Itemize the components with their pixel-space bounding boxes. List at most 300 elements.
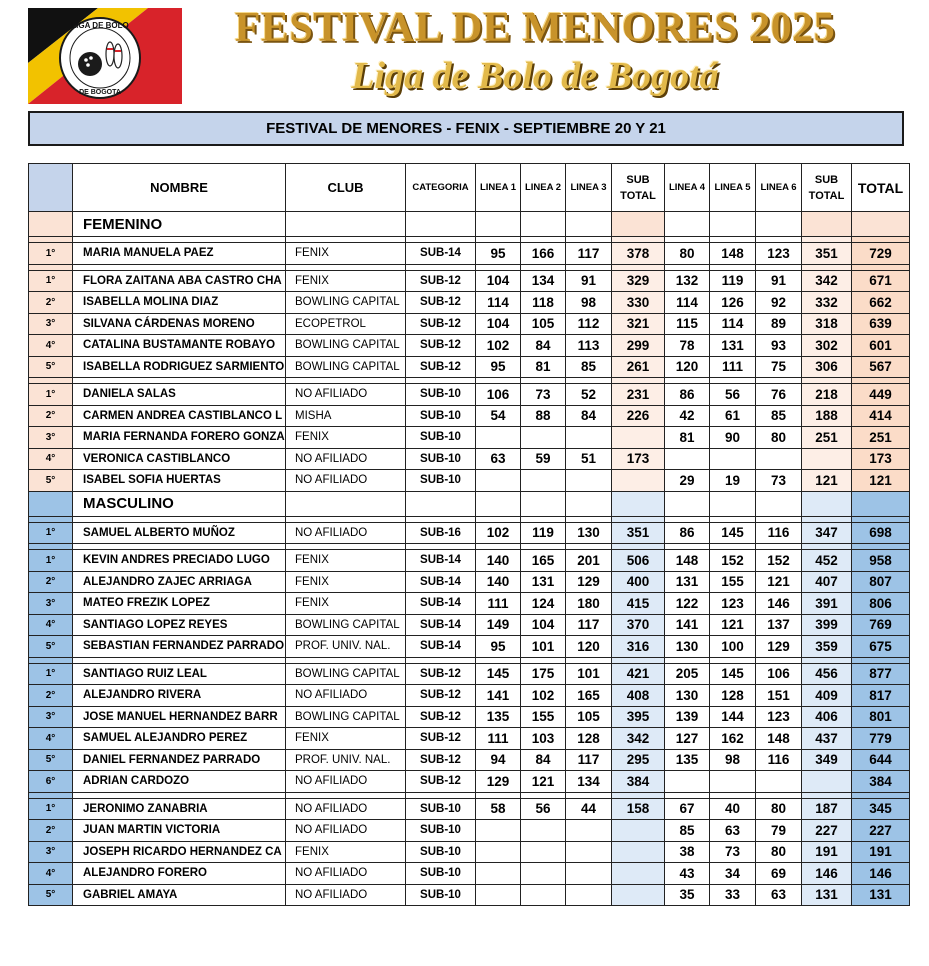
club: FENIX	[286, 550, 406, 572]
total-score: 449	[852, 384, 910, 406]
subtotal-2: 406	[802, 706, 852, 728]
line-1-score: 102	[476, 335, 521, 357]
line-5-score: 148	[710, 243, 756, 265]
line-3-score: 129	[566, 571, 612, 593]
line-5-score: 119	[710, 270, 756, 292]
position: 2°	[29, 685, 73, 707]
category: SUB-10	[406, 884, 476, 906]
position: 2°	[29, 820, 73, 842]
line-6-score: 116	[756, 749, 802, 771]
position: 1°	[29, 550, 73, 572]
total-score: 801	[852, 706, 910, 728]
player-name: SANTIAGO LOPEZ REYES	[73, 614, 286, 636]
table-row	[29, 470, 910, 492]
header-pos	[29, 164, 73, 212]
subtotal-2: 121	[802, 470, 852, 492]
line-5-score: 40	[710, 798, 756, 820]
position: 2°	[29, 571, 73, 593]
line-2-score	[521, 820, 566, 842]
subtotal-1: 329	[612, 270, 665, 292]
subtotal-2: 347	[802, 522, 852, 544]
subtotal-1: 295	[612, 749, 665, 771]
line-5-score: 61	[710, 405, 756, 427]
subtotal-1	[612, 863, 665, 885]
subtotal-2	[802, 771, 852, 793]
line-1-score: 140	[476, 550, 521, 572]
header-line-2: LINEA 2	[521, 164, 566, 212]
player-name: JOSE MANUEL HERNANDEZ BARR	[73, 706, 286, 728]
line-5-score: 111	[710, 356, 756, 378]
position: 5°	[29, 636, 73, 658]
position: 2°	[29, 405, 73, 427]
line-5-score	[710, 448, 756, 470]
line-5-score: 33	[710, 884, 756, 906]
line-5-score: 155	[710, 571, 756, 593]
line-3-score: 117	[566, 614, 612, 636]
line-1-score: 95	[476, 243, 521, 265]
line-4-score: 38	[665, 841, 710, 863]
line-1-score	[476, 884, 521, 906]
club: BOWLING CAPITAL	[286, 335, 406, 357]
line-2-score: 104	[521, 614, 566, 636]
line-4-score: 86	[665, 384, 710, 406]
line-1-score: 58	[476, 798, 521, 820]
position: 4°	[29, 335, 73, 357]
line-1-score: 104	[476, 313, 521, 335]
club: NO AFILIADO	[286, 448, 406, 470]
line-3-score: 130	[566, 522, 612, 544]
line-3-score	[566, 884, 612, 906]
subtotal-1: 158	[612, 798, 665, 820]
category: SUB-14	[406, 550, 476, 572]
line-6-score: 129	[756, 636, 802, 658]
category: SUB-10	[406, 820, 476, 842]
club: FENIX	[286, 571, 406, 593]
subtotal-1: 421	[612, 663, 665, 685]
line-4-score: 29	[665, 470, 710, 492]
header-line-6: LINEA 6	[756, 164, 802, 212]
line-6-score: 137	[756, 614, 802, 636]
club: MISHA	[286, 405, 406, 427]
line-6-score: 148	[756, 728, 802, 750]
position: 3°	[29, 706, 73, 728]
header-club: CLUB	[286, 164, 406, 212]
total-score: 807	[852, 571, 910, 593]
line-2-score: 81	[521, 356, 566, 378]
line-5-score: 144	[710, 706, 756, 728]
line-4-score: 115	[665, 313, 710, 335]
line-3-score	[566, 820, 612, 842]
category: SUB-14	[406, 593, 476, 615]
line-6-score	[756, 771, 802, 793]
subtotal-1	[612, 470, 665, 492]
subtotal-2: 351	[802, 243, 852, 265]
total-score: 817	[852, 685, 910, 707]
line-1-score: 114	[476, 292, 521, 314]
line-2-score: 166	[521, 243, 566, 265]
subtotal-1: 299	[612, 335, 665, 357]
table-row	[29, 884, 910, 906]
line-4-score: 205	[665, 663, 710, 685]
line-2-score: 56	[521, 798, 566, 820]
position: 5°	[29, 470, 73, 492]
total-score: 251	[852, 427, 910, 449]
subtotal-2: 191	[802, 841, 852, 863]
subtotal-2: 456	[802, 663, 852, 685]
line-1-score: 106	[476, 384, 521, 406]
category: SUB-12	[406, 313, 476, 335]
category: SUB-14	[406, 571, 476, 593]
category: SUB-10	[406, 798, 476, 820]
line-2-score	[521, 863, 566, 885]
line-5-score	[710, 771, 756, 793]
section-cell	[406, 212, 476, 237]
table-row	[29, 571, 910, 593]
logo-text-top: LIGA DE BOLO	[71, 21, 129, 30]
line-6-score: 146	[756, 593, 802, 615]
line-3-score: 165	[566, 685, 612, 707]
category: SUB-12	[406, 270, 476, 292]
section-row-mas	[29, 491, 910, 516]
section-cell	[802, 212, 852, 237]
category: SUB-16	[406, 522, 476, 544]
league-logo	[28, 8, 182, 104]
total-score: 729	[852, 243, 910, 265]
player-name: DANIEL FERNANDEZ PARRADO	[73, 749, 286, 771]
line-5-score: 98	[710, 749, 756, 771]
player-name: SEBASTIAN FERNANDEZ PARRADO	[73, 636, 286, 658]
total-score: 644	[852, 749, 910, 771]
table-row	[29, 405, 910, 427]
subtotal-1: 395	[612, 706, 665, 728]
total-score: 639	[852, 313, 910, 335]
line-4-score: 80	[665, 243, 710, 265]
line-3-score: 117	[566, 749, 612, 771]
table-row	[29, 384, 910, 406]
line-2-score: 105	[521, 313, 566, 335]
page-subtitle: Liga de Bolo de Bogotá	[351, 55, 719, 97]
line-2-score: 88	[521, 405, 566, 427]
line-6-score: 151	[756, 685, 802, 707]
category: SUB-10	[406, 384, 476, 406]
line-1-score	[476, 841, 521, 863]
table-row	[29, 243, 910, 265]
header-total: TOTAL	[852, 164, 910, 212]
subtotal-1: 226	[612, 405, 665, 427]
table-row	[29, 614, 910, 636]
club: BOWLING CAPITAL	[286, 292, 406, 314]
section-cell	[521, 212, 566, 237]
position: 4°	[29, 728, 73, 750]
total-score: 121	[852, 470, 910, 492]
subtotal-1: 506	[612, 550, 665, 572]
line-4-score: 148	[665, 550, 710, 572]
line-4-score: 122	[665, 593, 710, 615]
player-name: ISABELLA MOLINA DIAZ	[73, 292, 286, 314]
header-line-4: LINEA 4	[665, 164, 710, 212]
total-score: 191	[852, 841, 910, 863]
line-2-score: 84	[521, 749, 566, 771]
line-5-score: 145	[710, 522, 756, 544]
position: 1°	[29, 270, 73, 292]
line-3-score: 44	[566, 798, 612, 820]
subtotal-1: 378	[612, 243, 665, 265]
line-4-score: 43	[665, 863, 710, 885]
page-title: FESTIVAL DE MENORES 2025	[234, 5, 836, 51]
category: SUB-10	[406, 405, 476, 427]
table-row	[29, 593, 910, 615]
total-score: 601	[852, 335, 910, 357]
player-name: CATALINA BUSTAMANTE ROBAYO	[73, 335, 286, 357]
line-3-score	[566, 470, 612, 492]
line-2-score	[521, 841, 566, 863]
subtotal-2: 131	[802, 884, 852, 906]
section-cell	[756, 212, 802, 237]
line-2-score: 59	[521, 448, 566, 470]
player-name: MARIA MANUELA PAEZ	[73, 243, 286, 265]
section-row-fem	[29, 212, 910, 237]
line-6-score: 69	[756, 863, 802, 885]
line-4-score: 67	[665, 798, 710, 820]
line-1-score	[476, 470, 521, 492]
table-row	[29, 749, 910, 771]
line-6-score: 76	[756, 384, 802, 406]
table-row	[29, 636, 910, 658]
club: NO AFILIADO	[286, 863, 406, 885]
line-5-score: 162	[710, 728, 756, 750]
club: FENIX	[286, 841, 406, 863]
table-row	[29, 356, 910, 378]
line-5-score: 131	[710, 335, 756, 357]
club: PROF. UNIV. NAL.	[286, 636, 406, 658]
table-row	[29, 313, 910, 335]
category: SUB-10	[406, 841, 476, 863]
club: FENIX	[286, 243, 406, 265]
subtotal-2: 359	[802, 636, 852, 658]
line-2-score: 124	[521, 593, 566, 615]
line-5-score: 34	[710, 863, 756, 885]
line-5-score: 128	[710, 685, 756, 707]
subtotal-2: 146	[802, 863, 852, 885]
table-row	[29, 706, 910, 728]
category: SUB-12	[406, 706, 476, 728]
line-3-score: 85	[566, 356, 612, 378]
line-3-score	[566, 863, 612, 885]
line-5-score: 73	[710, 841, 756, 863]
subtotal-1: 400	[612, 571, 665, 593]
section-cell	[286, 212, 406, 237]
subtotal-1: 408	[612, 685, 665, 707]
player-name: ISABELLA RODRIGUEZ SARMIENTO	[73, 356, 286, 378]
category: SUB-12	[406, 728, 476, 750]
player-name: ALEJANDRO ZAJEC ARRIAGA	[73, 571, 286, 593]
line-2-score: 155	[521, 706, 566, 728]
line-4-score: 120	[665, 356, 710, 378]
line-6-score: 93	[756, 335, 802, 357]
position: 4°	[29, 863, 73, 885]
section-label: FEMENINO	[73, 212, 286, 237]
line-3-score	[566, 427, 612, 449]
line-1-score: 145	[476, 663, 521, 685]
subtotal-2: 391	[802, 593, 852, 615]
position: 1°	[29, 663, 73, 685]
subtotal-2: 251	[802, 427, 852, 449]
subtotal-1: 321	[612, 313, 665, 335]
total-score: 384	[852, 771, 910, 793]
header-line-1: LINEA 1	[476, 164, 521, 212]
player-name: KEVIN ANDRES PRECIADO LUGO	[73, 550, 286, 572]
subtotal-2: 302	[802, 335, 852, 357]
line-6-score: 89	[756, 313, 802, 335]
player-name: SAMUEL ALEJANDRO PEREZ	[73, 728, 286, 750]
line-3-score: 98	[566, 292, 612, 314]
club: BOWLING CAPITAL	[286, 614, 406, 636]
section-cell	[612, 491, 665, 516]
line-3-score: 112	[566, 313, 612, 335]
line-5-score: 126	[710, 292, 756, 314]
section-cell	[802, 491, 852, 516]
subtotal-1: 231	[612, 384, 665, 406]
position: 1°	[29, 522, 73, 544]
player-name: MARIA FERNANDA FORERO GONZA	[73, 427, 286, 449]
section-cell	[612, 212, 665, 237]
subtotal-1: 384	[612, 771, 665, 793]
line-2-score	[521, 884, 566, 906]
line-5-score: 121	[710, 614, 756, 636]
subtotal-1	[612, 884, 665, 906]
club: ECOPETROL	[286, 313, 406, 335]
subtotal-1: 351	[612, 522, 665, 544]
line-6-score: 152	[756, 550, 802, 572]
line-3-score: 105	[566, 706, 612, 728]
position: 2°	[29, 292, 73, 314]
line-4-score: 78	[665, 335, 710, 357]
player-name: DANIELA SALAS	[73, 384, 286, 406]
line-6-score: 116	[756, 522, 802, 544]
subtotal-2: 318	[802, 313, 852, 335]
club: BOWLING CAPITAL	[286, 356, 406, 378]
line-6-score: 63	[756, 884, 802, 906]
subtotal-1: 415	[612, 593, 665, 615]
position: 4°	[29, 448, 73, 470]
category: SUB-10	[406, 448, 476, 470]
subtotal-1: 342	[612, 728, 665, 750]
line-4-score	[665, 448, 710, 470]
line-4-score: 135	[665, 749, 710, 771]
line-4-score: 42	[665, 405, 710, 427]
subtotal-1: 316	[612, 636, 665, 658]
subtotal-2: 218	[802, 384, 852, 406]
player-name: SILVANA CÁRDENAS MORENO	[73, 313, 286, 335]
line-2-score: 102	[521, 685, 566, 707]
section-cell	[852, 491, 910, 516]
player-name: ALEJANDRO FORERO	[73, 863, 286, 885]
line-1-score: 141	[476, 685, 521, 707]
line-6-score: 80	[756, 798, 802, 820]
club: FENIX	[286, 270, 406, 292]
subtotal-2: 399	[802, 614, 852, 636]
category: SUB-14	[406, 636, 476, 658]
subtotal-1	[612, 841, 665, 863]
table-row	[29, 335, 910, 357]
total-score: 958	[852, 550, 910, 572]
category: SUB-12	[406, 771, 476, 793]
player-name: CARMEN ANDREA CASTIBLANCO L	[73, 405, 286, 427]
section-cell	[29, 212, 73, 237]
line-2-score: 134	[521, 270, 566, 292]
subtotal-1: 261	[612, 356, 665, 378]
line-6-score: 123	[756, 243, 802, 265]
category: SUB-10	[406, 863, 476, 885]
position: 3°	[29, 593, 73, 615]
club: NO AFILIADO	[286, 771, 406, 793]
line-3-score: 101	[566, 663, 612, 685]
line-6-score: 106	[756, 663, 802, 685]
line-1-score: 102	[476, 522, 521, 544]
table-row	[29, 522, 910, 544]
subtotal-2: 188	[802, 405, 852, 427]
category: SUB-14	[406, 243, 476, 265]
subtotal-2: 407	[802, 571, 852, 593]
line-6-score: 80	[756, 427, 802, 449]
line-3-score: 120	[566, 636, 612, 658]
section-cell	[521, 491, 566, 516]
line-5-score: 19	[710, 470, 756, 492]
line-5-score: 123	[710, 593, 756, 615]
line-5-score: 56	[710, 384, 756, 406]
line-2-score: 84	[521, 335, 566, 357]
line-3-score: 180	[566, 593, 612, 615]
line-6-score: 75	[756, 356, 802, 378]
player-name: ISABEL SOFIA HUERTAS	[73, 470, 286, 492]
category: SUB-10	[406, 427, 476, 449]
line-5-score: 145	[710, 663, 756, 685]
line-1-score: 140	[476, 571, 521, 593]
position: 1°	[29, 798, 73, 820]
total-score: 414	[852, 405, 910, 427]
logo-text-bottom: DE BOGOTA	[79, 89, 121, 96]
line-2-score: 175	[521, 663, 566, 685]
table-row	[29, 270, 910, 292]
section-cell	[476, 212, 521, 237]
club: NO AFILIADO	[286, 884, 406, 906]
subtotal-2: 452	[802, 550, 852, 572]
header-subtotal-1: SUB TOTAL	[612, 164, 665, 212]
line-6-score: 123	[756, 706, 802, 728]
line-5-score: 63	[710, 820, 756, 842]
line-1-score	[476, 427, 521, 449]
club: NO AFILIADO	[286, 820, 406, 842]
line-1-score: 104	[476, 270, 521, 292]
header-subtotal-2: SUB TOTAL	[802, 164, 852, 212]
line-4-score: 141	[665, 614, 710, 636]
position: 3°	[29, 313, 73, 335]
line-1-score: 54	[476, 405, 521, 427]
player-name: JERONIMO ZANABRIA	[73, 798, 286, 820]
position: 4°	[29, 614, 73, 636]
section-cell	[852, 212, 910, 237]
line-5-score: 152	[710, 550, 756, 572]
line-6-score	[756, 448, 802, 470]
position: 1°	[29, 243, 73, 265]
category: SUB-12	[406, 335, 476, 357]
line-2-score: 101	[521, 636, 566, 658]
total-score: 698	[852, 522, 910, 544]
results-body	[29, 212, 910, 906]
line-6-score: 79	[756, 820, 802, 842]
line-6-score: 73	[756, 470, 802, 492]
total-score: 779	[852, 728, 910, 750]
